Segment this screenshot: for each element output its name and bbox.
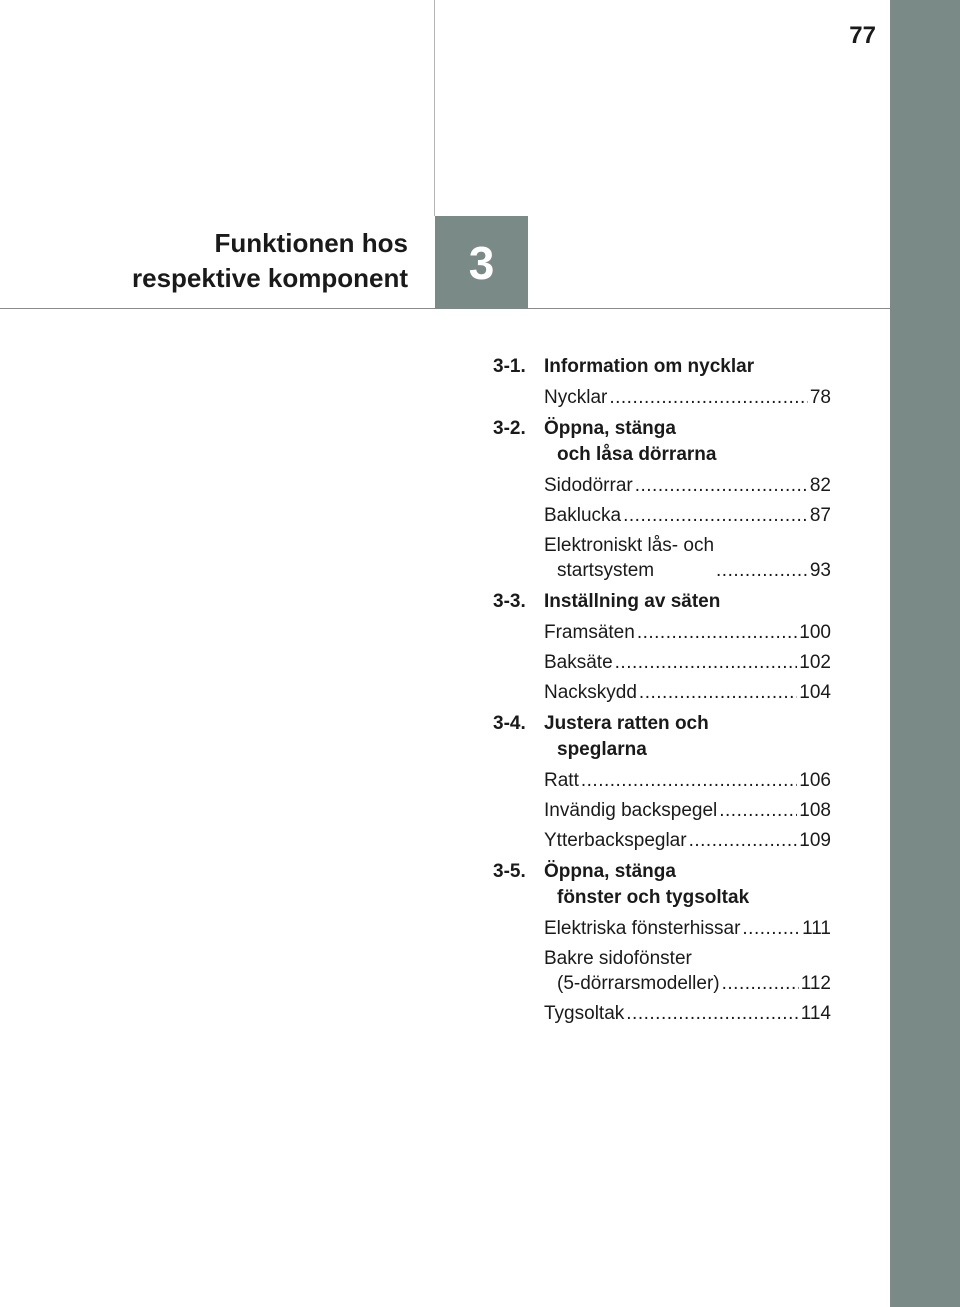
- entry-title-line: Elektroniskt lås- och: [544, 535, 715, 556]
- entry-page-number: 112: [800, 973, 831, 994]
- dot-leader: [609, 385, 808, 410]
- entry-title: [544, 385, 607, 410]
- entry-title: [544, 768, 579, 793]
- entry-page-number: 78: [809, 387, 831, 408]
- toc-entry[interactable]: [544, 473, 831, 498]
- entry-title-line: Nycklar: [544, 387, 608, 408]
- toc-entry[interactable]: [544, 503, 831, 528]
- section-title-line: Justera ratten och: [544, 713, 709, 734]
- toc-section: [493, 416, 831, 468]
- chapter-side-tab: [890, 0, 960, 1307]
- entry-title-line: Elektriska fönsterhissar: [544, 918, 741, 939]
- toc-section: [493, 711, 831, 763]
- section-number: 3-1.: [493, 356, 526, 377]
- entry-page-number: 93: [809, 560, 831, 581]
- section-title-line: fönster och tygsoltak: [557, 887, 750, 908]
- entry-page-number: 100: [799, 622, 831, 643]
- entry-title-line: Baksäte: [544, 652, 613, 673]
- table-of-contents: [493, 354, 831, 1026]
- section-number: 3-5.: [493, 861, 526, 882]
- chapter-title-line-2: respektive komponent: [132, 263, 408, 293]
- toc-section: [493, 589, 831, 615]
- entry-title: [544, 680, 637, 705]
- entry-title: [544, 828, 687, 853]
- dot-leader: [722, 971, 799, 996]
- entry-title: [544, 798, 717, 823]
- entry-title: [544, 473, 633, 498]
- toc-section: [493, 354, 831, 380]
- entry-page-number: 102: [799, 652, 831, 673]
- dot-leader: [742, 916, 800, 941]
- chapter-title: [132, 226, 408, 296]
- entry-title: [544, 620, 635, 645]
- entry-title-line: Bakre sidofönster: [544, 948, 692, 969]
- entry-title-line: Framsäten: [544, 622, 635, 643]
- toc-entry[interactable]: [544, 650, 831, 675]
- section-number: 3-2.: [493, 418, 526, 439]
- toc-entry[interactable]: [544, 946, 831, 996]
- toc-entry[interactable]: [544, 680, 831, 705]
- entry-page-number: 82: [809, 475, 831, 496]
- chapter-title-line-1: Funktionen hos: [214, 228, 408, 258]
- entry-title-line: Tygsoltak: [544, 1003, 625, 1024]
- section-title-line: Öppna, stänga: [544, 861, 676, 882]
- section-title-line: Öppna, stänga: [544, 418, 676, 439]
- section-title: [544, 711, 831, 763]
- dot-leader: [626, 1001, 798, 1026]
- dot-leader: [615, 650, 798, 675]
- entry-page-number: 114: [800, 1003, 831, 1024]
- dot-leader: [637, 620, 797, 645]
- section-title: [544, 416, 831, 468]
- entry-title-line: Invändig backspegel: [544, 800, 718, 821]
- entry-title-line: startsystem: [557, 560, 655, 581]
- dot-leader: [716, 558, 808, 583]
- entry-page-number: 106: [799, 770, 831, 791]
- vertical-divider: [434, 0, 435, 216]
- toc-entry[interactable]: [544, 620, 831, 645]
- entry-title: [544, 1001, 624, 1026]
- entry-page-number: 104: [799, 682, 831, 703]
- dot-leader: [639, 680, 797, 705]
- entry-title: [544, 650, 613, 675]
- entry-title-line: Nackskydd: [544, 682, 637, 703]
- dot-leader: [623, 503, 808, 528]
- entry-title: [544, 503, 621, 528]
- section-number: 3-4.: [493, 713, 526, 734]
- entry-title-line: Ratt: [544, 770, 579, 791]
- toc-entry[interactable]: [544, 916, 831, 941]
- dot-leader: [719, 798, 797, 823]
- chapter-number-box: 3: [435, 216, 528, 309]
- entry-page-number: 111: [802, 918, 831, 939]
- entry-title-line: Baklucka: [544, 505, 622, 526]
- entry-page-number: 109: [799, 830, 831, 851]
- entry-page-number: 87: [809, 505, 831, 526]
- section-title: [544, 354, 831, 380]
- entry-title: [544, 533, 714, 583]
- toc-entry[interactable]: [544, 768, 831, 793]
- page-number: 77: [849, 22, 876, 49]
- section-number: 3-3.: [493, 591, 526, 612]
- toc-entry[interactable]: [544, 828, 831, 853]
- section-title: [544, 859, 831, 911]
- dot-leader: [689, 828, 798, 853]
- entry-title-line: Sidodörrar: [544, 475, 633, 496]
- toc-entry[interactable]: [544, 385, 831, 410]
- entry-title: [544, 916, 740, 941]
- entry-title-line: (5-dörrarsmodeller): [557, 973, 720, 994]
- toc-entry[interactable]: [544, 533, 831, 583]
- entry-title-line: Ytterbackspeglar: [544, 830, 687, 851]
- dot-leader: [635, 473, 808, 498]
- toc-entry[interactable]: [544, 1001, 831, 1026]
- section-title-line: Inställning av säten: [544, 591, 721, 612]
- section-title-line: speglarna: [557, 739, 647, 760]
- entry-title: [544, 946, 720, 996]
- section-title: [544, 589, 831, 615]
- section-title-line: Information om nycklar: [544, 356, 755, 377]
- toc-section: [493, 859, 831, 911]
- toc-entry[interactable]: [544, 798, 831, 823]
- section-title-line: och låsa dörrarna: [557, 444, 717, 465]
- entry-page-number: 108: [799, 800, 831, 821]
- dot-leader: [581, 768, 797, 793]
